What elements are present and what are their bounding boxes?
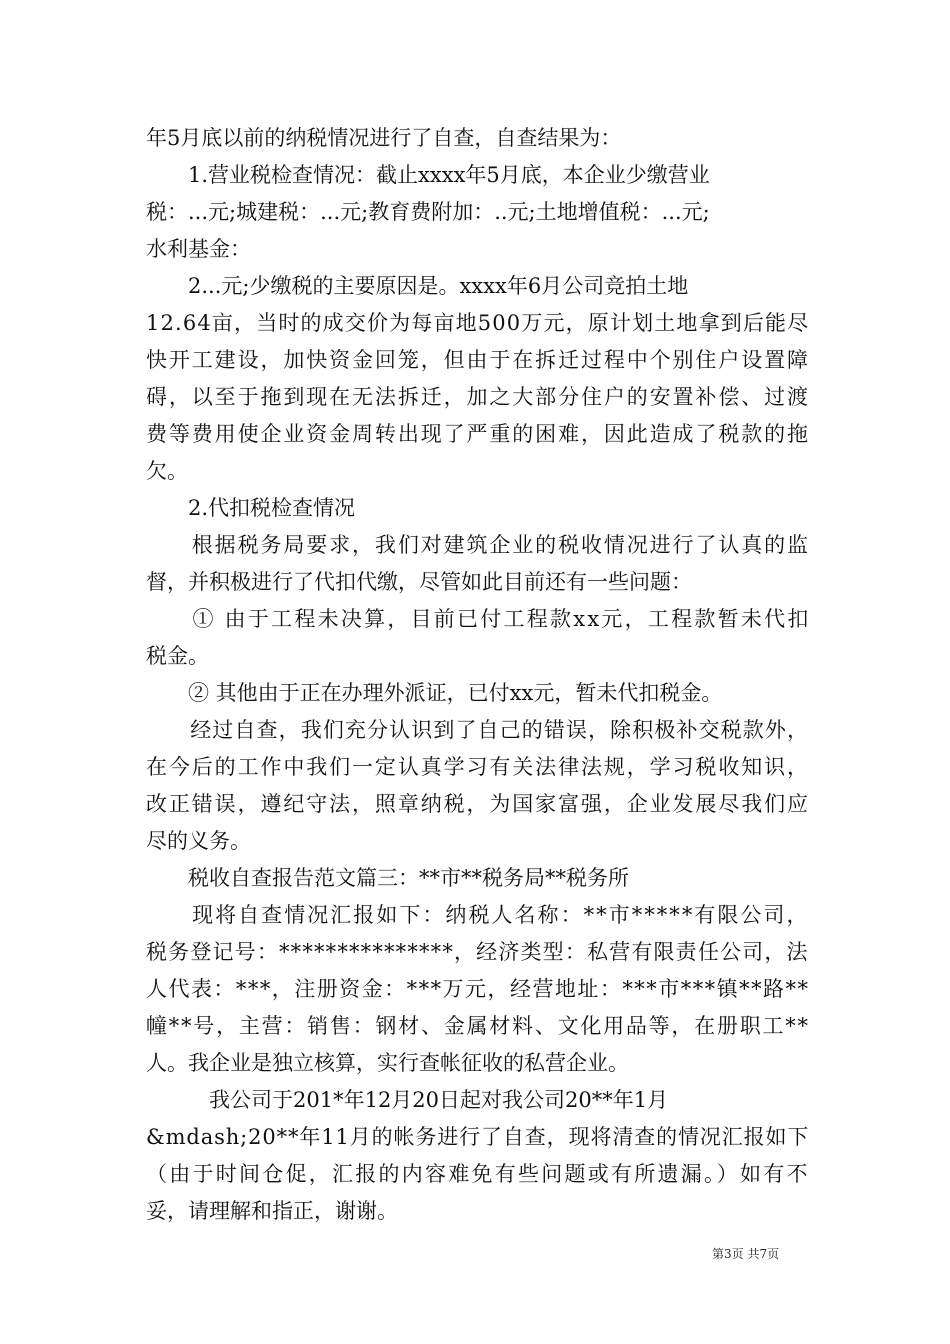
- text-line: 12.64亩，当时的成交价为每亩地500万元，原计划土地拿到后能尽: [146, 311, 810, 335]
- text-line: 水利基金：: [146, 237, 251, 261]
- text-line: 人。我企业是独立核算，实行查帐征收的私营企业。: [146, 1051, 629, 1075]
- text-line: 碍，以至于拖到现在无法拆迁，加之大部分住户的安置补偿、过渡: [146, 385, 810, 409]
- text-line: &mdash;20**年11月的帐务进行了自查，现将清查的情况汇报如下: [146, 1125, 810, 1149]
- text-line: 幢**号，主营：销售：钢材、金属材料、文化用品等，在册职工**: [146, 1014, 810, 1038]
- text-line: 经过自查，我们充分认识到了自己的错误，除积极补交税款外，: [146, 718, 810, 742]
- text-line: 快开工建设，加快资金回笼，但由于在拆迁过程中个别住户设置障: [146, 348, 810, 372]
- text-line: （由于时间仓促，汇报的内容难免有些问题或有所遗漏。）如有不: [146, 1162, 810, 1186]
- text-line: ① 由于工程未决算，目前已付工程款xx元，工程款暂未代扣: [146, 607, 811, 631]
- text-line: 督，并积极进行了代扣代缴，尽管如此目前还有一些问题：: [146, 570, 692, 594]
- page-number-footer: 第3页 共7页: [712, 1247, 780, 1261]
- text-line: 税收自查报告范文篇三：**市**税务局**税务所: [146, 866, 629, 890]
- text-line: 改正错误，遵纪守法，照章纳税，为国家富强，企业发展尽我们应: [146, 792, 810, 816]
- text-line: ② 其他由于正在办理外派证，已付xx元，暂未代扣税金。: [146, 681, 723, 705]
- text-line: 2.代扣税检查情况: [146, 496, 356, 520]
- text-line: 现将自查情况汇报如下：纳税人名称：**市*****有限公司，: [146, 903, 810, 927]
- text-line: 我公司于201*年12月20日起对我公司20**年1月: [146, 1088, 669, 1112]
- text-line: 尽的义务。: [146, 829, 251, 853]
- text-line: 妥，请理解和指正，谢谢。: [146, 1199, 398, 1223]
- text-line: 税：...元;城建税：...元;教育费附加：..元;土地增值税：...元;: [146, 200, 710, 224]
- text-line: 1.营业税检查情况：截止xxxx年5月底，本企业少缴营业: [146, 163, 710, 187]
- text-line: 费等费用使企业资金周转出现了严重的困难，因此造成了税款的拖: [146, 422, 810, 446]
- text-line: 欠。: [146, 459, 188, 483]
- text-line: 2...元;少缴税的主要原因是。xxxx年6月公司竞拍土地: [146, 274, 689, 298]
- text-line: 人代表：***，注册资金：***万元，经营地址：***市***镇**路**: [146, 977, 810, 1001]
- text-line: 在今后的工作中我们一定认真学习有关法律法规，学习税收知识，: [146, 755, 810, 779]
- text-line: 年5月底以前的纳税情况进行了自查，自查结果为：: [146, 126, 622, 150]
- text-line: 根据税务局要求，我们对建筑企业的税收情况进行了认真的监: [146, 533, 810, 557]
- text-line: 税务登记号：***************，经济类型：私营有限责任公司，法: [146, 940, 809, 964]
- text-line: 税金。: [146, 644, 209, 668]
